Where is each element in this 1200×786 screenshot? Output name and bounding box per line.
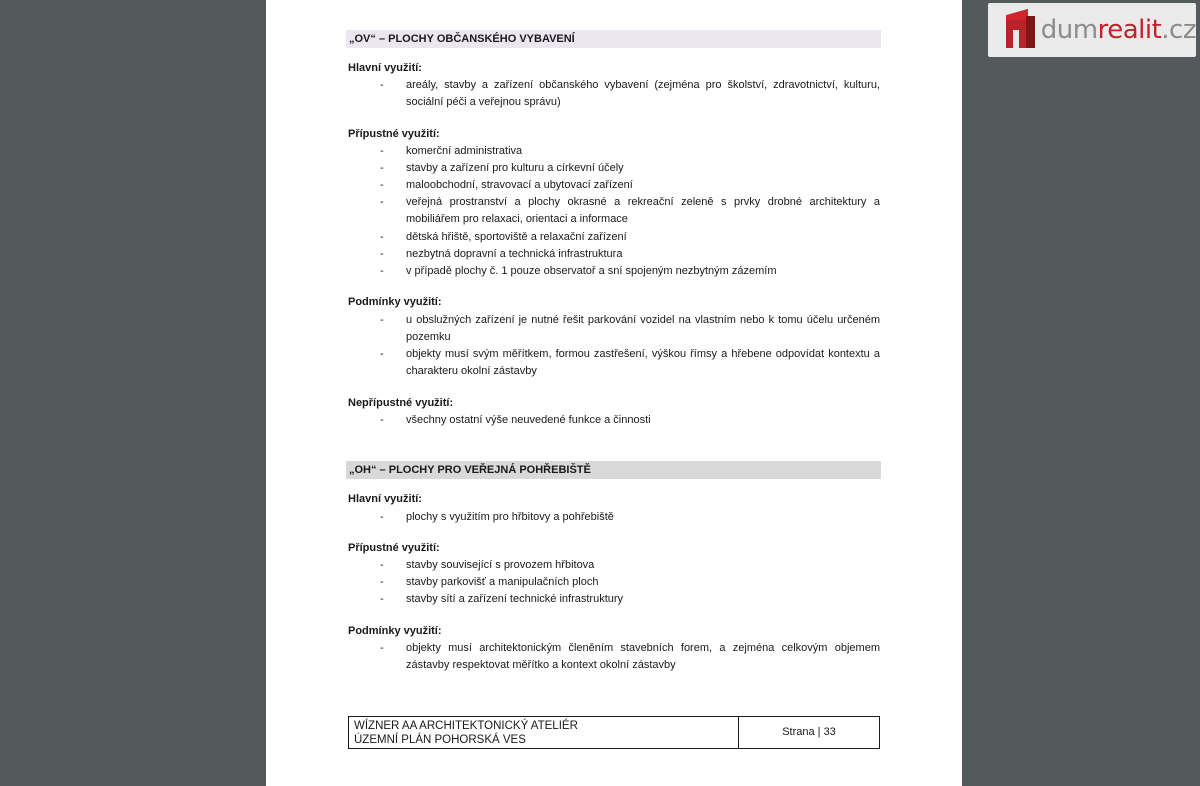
list-item: komerční administrativa	[406, 145, 523, 157]
list-item: maloobchodní, stravovací a ubytovací zařízení	[406, 179, 633, 191]
list-item: areály, stavby a zařízení občanského vybavení (zejména pro školství, zdravotnictví, kulturu, sociální péči a veřejnou správu)	[406, 79, 880, 108]
bullet-dash: -	[380, 196, 384, 208]
list-item: v případě plochy č. 1 pouze observatoř a sní spojeným nezbytným zázemím	[406, 265, 777, 277]
page-footer	[348, 716, 880, 749]
bullet-dash: -	[380, 145, 384, 157]
subheading-podminky: Podmínky využití:	[348, 625, 442, 637]
bullet-dash: -	[380, 559, 384, 571]
list-item: všechny ostatní výše neuvedené funkce a činnosti	[406, 414, 651, 426]
bullet-dash: -	[380, 414, 384, 426]
bullet-dash: -	[380, 576, 384, 588]
bullet-dash: -	[380, 511, 384, 523]
subheading-hlavni: Hlavní využití:	[348, 493, 422, 505]
footer-line-2: ÚZEMNÍ PLÁN POHORSKÁ VES	[354, 734, 526, 746]
list-item: veřejná prostranství a plochy okrasné a rekreační zeleně s prvky drobné architektury a mobiliářem pro relaxaci, orientaci a informace	[406, 196, 880, 225]
subheading-pripustne: Přípustné využití:	[348, 542, 440, 554]
subheading-hlavni: Hlavní využití:	[348, 62, 422, 74]
list-item: u obslužných zařízení je nutné řešit parkování vozidel na vlastním nebo k tomu účelu určeném pozemku	[406, 314, 880, 343]
bullet-dash: -	[380, 162, 384, 174]
logo-text: dumrealit.cz	[1040, 15, 1196, 45]
bullet-dash: -	[380, 348, 384, 360]
bullet-dash: -	[380, 248, 384, 260]
footer-company	[349, 717, 739, 748]
list-item: dětská hřiště, sportoviště a relaxační zařízení	[406, 231, 627, 243]
list-item: objekty musí svým měřítkem, formou zastřešení, výškou římsy a hřebene odpovídat kontextu a charakteru okolní zástavby	[406, 348, 880, 377]
list-item: stavby parkovišť a manipulačních ploch	[406, 576, 599, 588]
list-item: stavby sítí a zařízení technické infrastruktury	[406, 593, 624, 605]
bullet-dash: -	[380, 642, 384, 654]
bullet-dash: -	[380, 79, 384, 91]
subheading-pripustne: Přípustné využití:	[348, 128, 440, 140]
list-item: stavby související s provozem hřbitova	[406, 559, 595, 571]
document-page	[266, 0, 962, 786]
footer-line-1: WÍZNER AA ARCHITEKTONICKÝ ATELIÉR	[354, 720, 578, 732]
subheading-podminky: Podmínky využití:	[348, 296, 442, 308]
house-icon	[1002, 10, 1034, 50]
list-item: stavby a zařízení pro kulturu a církevní účely	[406, 162, 624, 174]
list-item: objekty musí architektonickým členěním stavebních forem, a zejména celkovým objemem zástavby respektovat měřítko a kontext okolní zástavby	[406, 642, 880, 671]
list-item: plochy s využitím pro hřbitovy a pohřebiště	[406, 511, 614, 523]
bullet-dash: -	[380, 314, 384, 326]
section-header-oh: „OH“ – PLOCHY PRO VEŘEJNÁ POHŘEBIŠTĚ	[346, 461, 881, 479]
bullet-dash: -	[380, 593, 384, 605]
page-number: Strana | 33	[782, 726, 836, 738]
bullet-dash: -	[380, 179, 384, 191]
bullet-dash: -	[380, 231, 384, 243]
dumrealit-logo[interactable]	[988, 3, 1196, 57]
section-header-ov: „OV“ – PLOCHY OBČANSKÉHO VYBAVENÍ	[346, 30, 881, 48]
list-item: nezbytná dopravní a technická infrastruktura	[406, 248, 623, 260]
subheading-nepripustne: Nepřípustné využití:	[348, 397, 454, 409]
bullet-dash: -	[380, 265, 384, 277]
